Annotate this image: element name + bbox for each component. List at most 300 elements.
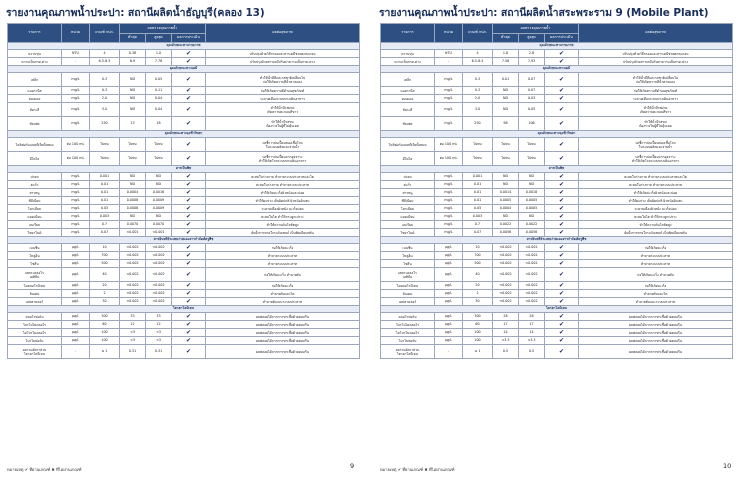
water-quality-table (7, 23, 360, 359)
remark-text: ทำให้น้ำมีสีและรสชาติเปลี่ยนไป (259, 75, 306, 80)
pass-check-icon: ✔ (172, 173, 206, 181)
pass-check-icon: ✔ (545, 181, 579, 189)
pass-check-icon: ✔ (172, 313, 206, 321)
table-row (381, 152, 733, 166)
param-name: ความขุ่น (401, 51, 414, 56)
remark-cell (579, 87, 733, 95)
param-cell (8, 138, 62, 152)
remark-text: ระคายเคืองระบบทางเดินอาหาร (633, 96, 678, 101)
remark-text: ทำลายตับและไต (270, 291, 295, 296)
section-heading: คุณลักษณะทางกายภาพ (8, 43, 360, 50)
section-row (8, 306, 360, 313)
remark-text: ก่อให้เกิดมะเร็ง (644, 245, 667, 250)
table-row (381, 329, 733, 337)
remark-cell (206, 173, 360, 181)
min-cell: 0.0070 (120, 221, 146, 229)
standard-cell: 0.7 (90, 221, 120, 229)
unit-cell: mg/L (62, 189, 90, 197)
remark-text-line2: ก่อให้เกิดคราบสีน้ำตาลแดง (263, 79, 302, 84)
legend-note: หมายเหตุ ✔ ที่ผ่านเกณฑ์ ✖ ที่ไม่ผ่านเกณฑ์ (380, 467, 455, 472)
unit-cell: mg/L (62, 117, 90, 131)
remark-text: ทำให้น้ำมีสีและรสชาติเปลี่ยนไป (632, 75, 679, 80)
remark-cell (579, 321, 733, 329)
param-name: สังกะสี (29, 107, 40, 112)
standard-cell: 0.3 (463, 87, 493, 95)
pass-check-icon: ✔ (545, 282, 579, 290)
min-cell: ND (493, 95, 519, 103)
min-cell: <3 (120, 337, 146, 345)
table-row (381, 87, 733, 95)
standard-cell: 0.01 (90, 197, 120, 205)
min-cell: 7.58 (493, 58, 519, 66)
param-name: แคดเมียม (400, 214, 415, 219)
max-cell: ไม่พบ (519, 152, 545, 166)
remark-text: ทำให้น้ำมีรสฝาด (643, 105, 668, 110)
unit-cell: µg/L (435, 337, 463, 345)
table-row (381, 282, 733, 290)
header-result: ผลตรวจคุณภาพน้ำ (493, 24, 579, 34)
param-name: ซัลเฟต (29, 121, 40, 126)
min-cell: <0.002 (493, 268, 519, 282)
remark-cell (579, 73, 733, 87)
section-row (381, 166, 733, 173)
param-cell (8, 290, 62, 298)
unit-cell: mg/L (435, 87, 463, 95)
pass-check-icon: ✔ (172, 252, 206, 260)
unit-cell: mg/L (62, 197, 90, 205)
pass-check-icon: ✔ (172, 138, 206, 152)
standard-cell: 0.001 (90, 173, 120, 181)
param-cell (381, 95, 435, 103)
table-row (8, 173, 360, 181)
param-cell (381, 181, 435, 189)
unit-cell: µg/L (62, 298, 90, 306)
standard-cell: 100 (463, 337, 493, 345)
remark-cell (206, 197, 360, 205)
param-name: เบนซีน (402, 245, 413, 250)
section-row (381, 66, 733, 73)
remark-cell (579, 173, 733, 181)
standard-cell: 30 (90, 298, 120, 306)
remark-cell (579, 290, 733, 298)
param-cell (381, 282, 435, 290)
remark-text: ทำลายตับและไต (643, 291, 668, 296)
section-row (8, 131, 360, 138)
remark-text: บ่งชี้การปนเปื้อนของเชื้อโรค (262, 140, 303, 145)
min-cell: <0.001 (120, 229, 146, 237)
remark-cell (579, 337, 733, 345)
pass-check-icon: ✔ (545, 321, 579, 329)
min-cell: ND (120, 173, 146, 181)
min-cell: 0.01 (493, 73, 519, 87)
param-name: ซีลีเนียม (401, 198, 414, 203)
remark-text: ทำลายระบบประสาท (267, 253, 298, 258)
unit-cell: µg/L (62, 321, 90, 329)
remark-cell (206, 103, 360, 117)
param-cell (8, 173, 62, 181)
param-cell (8, 321, 62, 329)
max-cell: <0.002 (146, 260, 172, 268)
standard-cell: 0.01 (463, 197, 493, 205)
unit-cell: - (435, 58, 463, 66)
pass-check-icon: ✔ (545, 337, 579, 345)
param-name: ซัลเฟต (402, 121, 413, 126)
table-row (8, 337, 360, 345)
unit-cell: µg/L (435, 290, 463, 298)
remark-text: ก่อให้เกิดคราบสีดำบนสุขภัณฑ์ (260, 88, 305, 93)
remark-text-line2: เกิดคราบตะกอนสีขาว (266, 109, 299, 114)
param-name: ผลรวมอัตราส่วน (22, 347, 47, 352)
section-heading: คุณลักษณะทางกายภาพ (381, 43, 733, 50)
max-cell: 0.5 (519, 345, 545, 359)
table-row (8, 181, 360, 189)
section-heading: คุณลักษณะทางเคมี (8, 66, 360, 73)
pass-check-icon: ✔ (172, 345, 206, 359)
max-cell: 0.0005 (519, 205, 545, 213)
standard-cell: 300 (463, 313, 493, 321)
standard-cell: 40 (90, 268, 120, 282)
min-cell: 0.31 (120, 345, 146, 359)
unit-cell: mg/L (435, 197, 463, 205)
max-cell: 0.0018 (519, 189, 545, 197)
section-row (381, 43, 733, 50)
min-cell: <0.002 (120, 268, 146, 282)
pass-check-icon: ✔ (172, 282, 206, 290)
report-page-left (0, 0, 372, 480)
min-cell: <0.002 (120, 244, 146, 252)
remark-text: ทำลายระบบประสาท (640, 261, 671, 266)
unit-cell: NTU (435, 50, 463, 58)
param-cell (8, 244, 62, 252)
remark-cell (579, 229, 733, 237)
param-cell (381, 213, 435, 221)
max-cell: 28 (519, 313, 545, 321)
remark-text-line2: ท้องร่วงในผู้ที่ไม่คุ้นเคย (639, 123, 672, 128)
section-heading: คุณลักษณะทางเคมี (381, 66, 733, 73)
max-cell: ND (146, 173, 172, 181)
table-row (381, 138, 733, 152)
pass-check-icon: ✔ (172, 260, 206, 268)
table-row (8, 73, 360, 87)
standard-cell: 0.01 (90, 189, 120, 197)
min-cell: 14 (493, 329, 519, 337)
table-row (8, 268, 360, 282)
unit-cell: mg/L (435, 95, 463, 103)
legend-note: หมายเหตุ ✔ ที่ผ่านเกณฑ์ ✖ ที่ไม่ผ่านเกณฑ์ (7, 467, 82, 472)
pass-check-icon: ✔ (172, 229, 206, 237)
pass-check-icon: ✔ (545, 189, 579, 197)
param-cell (8, 181, 62, 189)
remark-cell (579, 252, 733, 260)
header-eval: ผลการประเมิน (172, 34, 206, 43)
remark-text: สะสมในร่างกาย ทำลายระบบประสาทและไต (251, 174, 314, 179)
max-cell: 0.05 (519, 103, 545, 117)
pass-check-icon: ✔ (172, 103, 206, 117)
unit-cell: µg/L (62, 329, 90, 337)
pass-check-icon: ✔ (172, 181, 206, 189)
pass-check-icon: ✔ (172, 152, 206, 166)
header-remark: ผลต่อสุขภาพ (579, 24, 733, 43)
param-cell (8, 213, 62, 221)
max-cell: ND (519, 213, 545, 221)
table-row (381, 173, 733, 181)
table-row (8, 152, 360, 166)
max-cell: 17 (519, 321, 545, 329)
unit-cell: mg/L (62, 181, 90, 189)
param-name: คลอโรฟอร์ม (25, 314, 44, 319)
pass-check-icon: ✔ (545, 117, 579, 131)
param-cell (381, 152, 435, 166)
unit-cell: - (62, 58, 90, 66)
standard-cell: 250 (90, 117, 120, 131)
standard-cell: 4 (90, 50, 120, 58)
header-result: ผลตรวจคุณภาพน้ำ (120, 24, 206, 34)
remark-cell (579, 345, 733, 359)
pass-check-icon: ✔ (172, 197, 206, 205)
table-row (381, 73, 733, 87)
min-cell: <0.002 (493, 282, 519, 290)
param-cell (8, 73, 62, 87)
max-cell: ND (146, 213, 172, 221)
remark-text: ทำลายตับและระบบประสาท (635, 299, 676, 304)
remark-text: ทำให้ความดันโลหิตสูง (639, 222, 672, 227)
standard-cell: 500 (90, 260, 120, 268)
param-name: แมงกานีส (400, 88, 415, 93)
pass-check-icon: ✔ (545, 205, 579, 213)
table-row (8, 252, 360, 260)
remark-cell (579, 58, 733, 66)
remark-cell (206, 221, 360, 229)
section-heading: สารเป็นพิษ (8, 166, 360, 173)
min-cell: ND (493, 213, 519, 221)
param-cell (8, 252, 62, 260)
section-heading: สารเป็นพิษ (381, 166, 733, 173)
table-row (381, 345, 733, 359)
max-cell: 0.04 (146, 103, 172, 117)
min-cell: 0.0022 (493, 221, 519, 229)
max-cell: <0.002 (519, 290, 545, 298)
remark-cell (579, 244, 733, 252)
unit-cell: mg/L (435, 213, 463, 221)
param-cell (381, 173, 435, 181)
unit-cell: mg/L (62, 95, 90, 103)
remark-text-line2: เกิดคราบตะกอนสีขาว (639, 109, 672, 114)
unit-cell: mg/L (435, 189, 463, 197)
param-name: เหล็ก (30, 77, 39, 82)
min-cell: <0.002 (120, 282, 146, 290)
param-name: แมงกานีส (27, 88, 42, 93)
remark-text: ทำให้ความดันโลหิตสูง (266, 222, 299, 227)
remark-cell (579, 313, 733, 321)
min-cell: ไม่พบ (493, 152, 519, 166)
min-cell: 17 (493, 321, 519, 329)
table-row (381, 260, 733, 268)
max-cell: 0.04 (146, 95, 172, 103)
remark-cell (579, 103, 733, 117)
remark-text-line2: ในระบบผลิตและจ่ายน้ำ (265, 144, 300, 149)
standard-cell: 2 (90, 290, 120, 298)
remark-text: ระคายเคืองผิวหนัง มะเร็งปอด (261, 206, 304, 211)
table-row (381, 244, 733, 252)
remark-text: ก่อให้เกิดมะเร็ง (271, 245, 294, 250)
max-cell: 0.03 (519, 95, 545, 103)
standard-cell: 700 (463, 252, 493, 260)
remark-text: ระคายเคืองระบบทางเดินอาหาร (260, 96, 305, 101)
remark-text-line2: ทำให้เกิดโรคระบบทางเดินอาหาร (631, 158, 680, 163)
max-cell: <0.002 (146, 268, 172, 282)
table-row (8, 298, 360, 306)
max-cell: 0.0009 (146, 197, 172, 205)
page-title: รายงานคุณภาพน้ำประปา: สถานีผลิตน้ำสระพระราม 9 (Mobile Plant) (379, 7, 709, 19)
table-row (381, 252, 733, 260)
table-row (381, 197, 733, 205)
remark-text: ปรับปรุงด้วยสารเคมีปรับค่าความเป็นกรด-ด่าง (250, 59, 315, 64)
param-cell (381, 298, 435, 306)
min-cell: 1.8 (493, 50, 519, 58)
remark-text: ก่อให้เกิดมะเร็ง ทำลายตับ (264, 272, 301, 277)
remark-text: สะสมในร่างกาย ทำลายระบบประสาท (255, 182, 310, 187)
header-param: รายการ (381, 24, 435, 43)
remark-cell (206, 50, 360, 58)
pass-check-icon: ✔ (545, 290, 579, 298)
remark-cell (579, 282, 733, 290)
unit-cell: mg/L (62, 229, 90, 237)
max-cell: <0.002 (519, 268, 545, 282)
standard-cell: ไม่พบ (463, 152, 493, 166)
standard-cell: 40 (463, 268, 493, 282)
param-cell (8, 95, 62, 103)
unit-cell: µg/L (435, 282, 463, 290)
param-name: แคดเมียม (27, 214, 42, 219)
min-cell: ND (120, 181, 146, 189)
max-cell: 7.93 (519, 58, 545, 66)
param-cell (8, 197, 62, 205)
param-name: สังกะสี (402, 107, 413, 112)
unit-cell: µg/L (435, 321, 463, 329)
standard-cell: ไม่พบ (90, 152, 120, 166)
param-name: ไซลีน (403, 261, 412, 266)
unit-cell: ต่อ 100 mL (62, 152, 90, 166)
pass-check-icon: ✔ (172, 50, 206, 58)
param-cell (381, 313, 435, 321)
unit-cell: mg/L (62, 87, 90, 95)
param-name: ทองแดง (401, 96, 414, 101)
remark-cell (206, 117, 360, 131)
pass-check-icon: ✔ (172, 213, 206, 221)
param-name: ไซยาไนด์ (27, 230, 42, 235)
table-row (381, 298, 733, 306)
param-name: แบเรียม (401, 222, 414, 227)
unit-cell: µg/L (435, 244, 463, 252)
table-row (8, 329, 360, 337)
param-cell (381, 58, 435, 66)
unit-cell: - (435, 345, 463, 359)
page-title: รายงานคุณภาพน้ำประปา: สถานีผลิตน้ำธัญบุรี(คลอง 13) (6, 7, 265, 19)
remark-text-line2: ท้องร่วงในผู้ที่ไม่คุ้นเคย (266, 123, 299, 128)
table-row (8, 221, 360, 229)
param-cell (381, 268, 435, 282)
remark-text: ผลพลอยได้จากการฆ่าเชื้อด้วยคลอรีน (628, 349, 683, 354)
remark-text: ก่อให้เกิดมะเร็ง (644, 283, 667, 288)
max-cell: ไม่พบ (146, 138, 172, 152)
pass-check-icon: ✔ (172, 73, 206, 87)
table-row (8, 321, 360, 329)
pass-check-icon: ✔ (172, 337, 206, 345)
max-cell: 14 (519, 329, 545, 337)
table-row (8, 87, 360, 95)
table-row (381, 103, 733, 117)
param-name: โทลูอีน (29, 253, 40, 258)
param-cell (381, 189, 435, 197)
remark-cell (206, 205, 360, 213)
section-row (381, 131, 733, 138)
remark-text: ทำลายระบบประสาท (640, 253, 671, 258)
water-quality-table (380, 23, 733, 359)
max-cell: <0.001 (146, 229, 172, 237)
remark-cell (206, 337, 360, 345)
pass-check-icon: ✔ (172, 205, 206, 213)
max-cell: ไม่พบ (519, 138, 545, 152)
remark-cell (206, 189, 360, 197)
remark-text: ปรับปรุงด้วยสารเคมีปรับค่าความเป็นกรด-ด่าง (623, 59, 688, 64)
param-name: สารหนู (402, 190, 413, 195)
max-cell: 0.0005 (519, 197, 545, 205)
remark-text: บ่งชี้การปนเปื้อนของเชื้อโรค (635, 140, 676, 145)
remark-cell (206, 290, 360, 298)
max-cell: 1.0 (146, 50, 172, 58)
param-cell (8, 103, 62, 117)
remark-cell (579, 205, 733, 213)
remark-cell (579, 197, 733, 205)
table-row (8, 282, 360, 290)
param-name: ความเป็นกรด-ด่าง (394, 59, 421, 64)
remark-text-line2: ในระบบผลิตและจ่ายน้ำ (638, 144, 673, 149)
pass-check-icon: ✔ (545, 313, 579, 321)
min-cell: 0.0004 (493, 205, 519, 213)
param-cell (381, 117, 435, 131)
remark-text: ปรับปรุงด้วยวิธีกรองและสารเคมีช่วยตกตะกอน (249, 51, 316, 56)
param-name: ไดโบรโมคลอโร (395, 330, 420, 335)
pass-check-icon: ✔ (172, 117, 206, 131)
param-name: โบรโมไดคลอโร (22, 322, 47, 327)
standard-cell: ไม่พบ (463, 138, 493, 152)
remark-text: ทำให้น้ำมีรสฝาด (270, 105, 295, 110)
param-cell (381, 138, 435, 152)
param-name: ซีลีเนียม (28, 198, 41, 203)
pass-check-icon: ✔ (545, 229, 579, 237)
pass-check-icon: ✔ (545, 221, 579, 229)
max-cell: <0.002 (146, 282, 172, 290)
param-name: คลอโรฟอร์ม (398, 314, 417, 319)
table-row (381, 229, 733, 237)
min-cell: 33 (120, 313, 146, 321)
table-row (8, 197, 360, 205)
remark-text: สะสมในร่างกาย ทำลายระบบประสาท (628, 182, 683, 187)
page-number: 10 (723, 462, 732, 470)
pass-check-icon: ✔ (545, 213, 579, 221)
section-row (381, 306, 733, 313)
unit-cell: mg/L (62, 73, 90, 87)
param-name: ความขุ่น (28, 51, 41, 56)
min-cell: ND (493, 181, 519, 189)
remark-cell (206, 298, 360, 306)
standard-cell: 30 (463, 298, 493, 306)
remark-cell (579, 181, 733, 189)
pass-check-icon: ✔ (172, 290, 206, 298)
unit-cell: mg/L (62, 103, 90, 117)
standard-cell: 0.07 (463, 229, 493, 237)
max-cell: 7.78 (146, 58, 172, 66)
